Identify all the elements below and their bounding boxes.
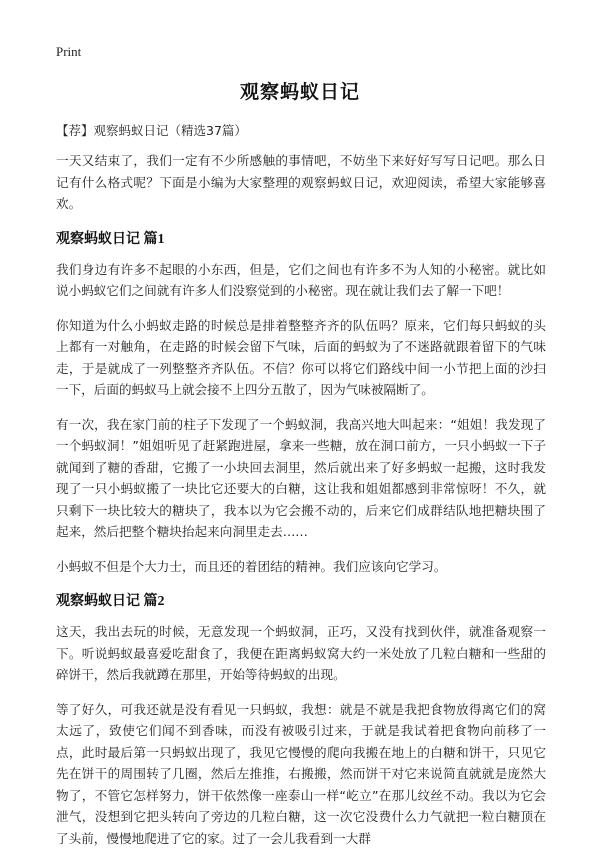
section-heading-2: 观察蚂蚁日记 篇2 xyxy=(56,594,165,609)
article-body xyxy=(56,150,546,862)
section-1-paragraph-1: 我们身边有许多不起眼的小东西，但是，它们之间也有许多不为人知的小秘密。就比如说小蚂蚁它们之间就有许多人们没察觉到的小秘密。现在就让我们去了解一下吧！ xyxy=(56,261,546,298)
print-link[interactable]: Print xyxy=(56,44,82,59)
page-title: 观察蚂蚁日记 xyxy=(239,81,360,103)
section-2-paragraph-2: 等了好久，可我还就是没有看见一只蚂蚁，我想：就是不就是我把食物放得离它们的窝太远了，致使它们闻不到香味，而没有被吸引过来，于就是我试着把食物向前移了一点，此时最后第一只蚂蚁出现了，我见它慢慢的爬向我搬在地上的白糖和饼干，只见它先在饼干的周围转了几圈，然后左推推，右搬搬，然而饼干对它来说简直就就是庞然大物了，不管它怎样努力，饼干依然像一座泰山一样“屹立”在那儿纹丝不动。我以为它会泄气，没想到它把头转向了旁边的几粒白糖，这一次它没费什么力气就把一粒白糖顶在了头前，慢慢地爬进了它的家。过了一会儿我看到一大群 xyxy=(56,701,546,846)
section-2-paragraph-1: 这天，我出去玩的时候，无意发现一个蚂蚁洞，正巧，又没有找到伙伴，就准备观察一下。听说蚂蚁最喜爱吃甜食了，我便在距离蚂蚁窝大约一米处放了几粒白糖和一些甜的碎饼干，然后我就蹲在那里，开始等待蚂蚁的出现。 xyxy=(56,624,546,682)
section-heading-1: 观察蚂蚁日记 篇1 xyxy=(56,231,165,247)
recommend-line: 【荐】观察蚂蚁日记（精选37篇） xyxy=(56,123,247,138)
intro-paragraph: 一天又结束了，我们一定有不少所感触的事情吧，不妨坐下来好好写写日记吧。那么日记有什么格式呢？下面是小编为大家整理的观察蚂蚁日记，欢迎阅读，希望大家能够喜欢。 xyxy=(56,153,546,211)
section-1-paragraph-4: 小蚂蚁不但是个大力士，而且还的着团结的精神。我们应该向它学习。 xyxy=(56,558,447,574)
section-1-paragraph-3: 有一次，我在家门前的柱子下发现了一个蚂蚁洞，我高兴地大叫起来：“姐姐！我发现了一个蚂蚁洞！”姐姐听见了赶紧跑进屋，拿来一些糖，放在洞口前方，一只小蚂蚁一下子就闻到了糖的香甜，它搬了一小块回去洞里，然后就出来了好多蚂蚁一起搬，这时我发现了一只小蚂蚁搬了一块比它还要大的白糖，这让我和姐姐都感到非常惊呀！不久，就只剩下一块比较大的糖块了，我本以为它会搬不动的，后来它们成群结队地把糖块围了起来，然后把整个糖块抬起来向洞里走去…… xyxy=(56,416,546,539)
section-1-paragraph-2: 你知道为什么小蚂蚁走路的时候总是排着整整齐齐的队伍吗？原来，它们每只蚂蚁的头上都有一对触角，在走路的时候会留下气味，后面的蚂蚁为了不迷路就跟着留下的气味走，于是就成了一列整整齐齐队伍。不信？你可以将它们路线中间一小节把上面的沙扫一下，后面的蚂蚁马上就会接不上四分五散了，因为气味被隔断了。 xyxy=(56,317,546,397)
